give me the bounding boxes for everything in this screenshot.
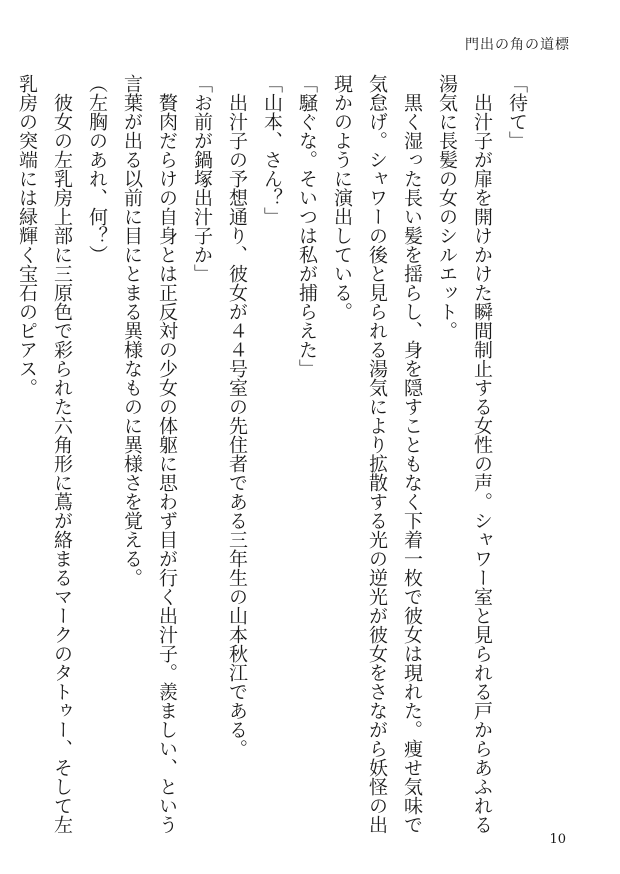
text-line: 乳房の突端には緑輝く宝石のピアス。 bbox=[16, 74, 38, 397]
text-line: 黒く湿った長い髪を揺らし、身を隠すこともなく下着一枚で彼女は現れた。痩せ気味で bbox=[401, 74, 423, 834]
text-line: （左胸のあれ、何？） bbox=[86, 74, 108, 264]
text-line: 彼女の左乳房上部に三原色で彩られた六角形に蔦が絡まるマークのタトゥー、そして左 bbox=[51, 74, 73, 834]
text-line: 出汁子の予想通り、彼女が４４号室の先住者である三年生の山本秋江である。 bbox=[226, 74, 248, 758]
running-header: 門出の角の道標 bbox=[465, 37, 570, 53]
text-line: 「騒ぐな。そいつは私が捕らえた」 bbox=[296, 74, 318, 378]
text-line: 言葉が出る以前に目にとまる異様なものに異様さを覚える。 bbox=[121, 74, 143, 587]
text-line: 贅肉だらけの自身とは正反対の少女の体躯に思わず目が行く出汁子。羨ましい、という bbox=[156, 74, 178, 834]
text-line: 「お前が鍋塚出汁子か」 bbox=[191, 74, 213, 283]
text-line: 「山本、さん？」 bbox=[261, 74, 283, 226]
text-line: 出汁子が扉を開けかけた瞬間制止する女性の声。シャワー室と見られる戸からあふれる bbox=[471, 74, 493, 834]
page-number: 10 bbox=[549, 832, 566, 847]
text-line: 現かのように演出している。 bbox=[331, 74, 353, 321]
text-line: 「待て」 bbox=[506, 74, 528, 150]
body-text bbox=[16, 74, 534, 834]
text-line: 気怠げ。シャワーの後と見られる湯気により拡散する光の逆光が彼女をさながら妖怪の出 bbox=[366, 74, 388, 834]
text-line: 湯気に長髪の女のシルエット。 bbox=[436, 74, 458, 340]
